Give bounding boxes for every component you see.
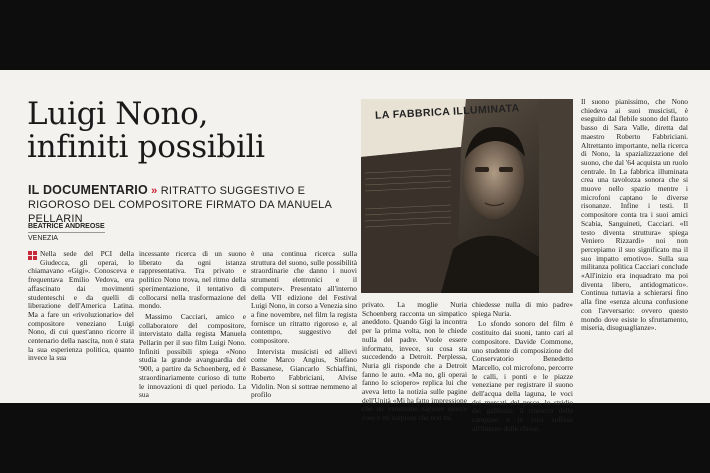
paragraph: incessante ricerca di un suono liberato da ogni istanza rappresentativa. Tra privato e politico Nono trova, nel ritmo della sperimentazione, il tentativo di collocarsi nella trasformazione del mondo.	[139, 249, 246, 311]
title-line-2: infiniti possibili	[27, 129, 265, 165]
paragraph: Massimo Cacciari, amico e collaboratore del compositore, intervistato dalla regista Manuela Pellarin per il suo film Luigi Nono. Infiniti possibili spiega «Nono studia la grande avanguardia del '900, a partire da Schoenberg, ed è straordinariamente curioso di tutte le innovazioni di quel periodo. La sua	[139, 311, 246, 400]
newspaper-page	[0, 70, 710, 433]
paragraph: è una continua ricerca sulla struttura del suono, sulle possibilità straordinarie che danno i nuovi strumenti elettronici e il computer». Presentato all'interno della VII edizione del Festival Luigi Nono, in corso a Venezia sino a fine novembre, nel film la regista fornisce un ritratto rigoroso e, al contempo, suggestivo del compositore.	[251, 249, 357, 346]
kicker-arrow: »	[151, 185, 158, 197]
photo-caption: LA FABBRICA ILLUMINATA	[374, 102, 520, 122]
paragraph: Nella sede del PCI della Giudecca, gli operai, lo chiamavano «Gigi». Conosceva e frequentava Emilio Vedova, era affascinato dai movimenti studenteschi e da quelli di liberazione dell'America Latina. Ma a fare un «rivoluzionario» del compositore veneziano Luigi Nono, di cui quest'anno ricorre il centenario della nascita, non è stata la sua esperienza politica, quanto invece la sua	[28, 249, 134, 363]
column-3	[251, 250, 357, 402]
paragraph: Intervista musicisti ed allievi come Marco Angius, Stefano Bassanese, Giancarlo Schiaffini, Roberto Fabbriciani, Alvise Vidolin. Non si sottrae nemmeno al profilo	[251, 346, 357, 400]
article-kicker	[28, 183, 348, 226]
paragraph: chiedesse nulla di mio padre» spiega Nuria.	[472, 300, 573, 318]
column-1	[28, 250, 134, 365]
byline	[28, 222, 105, 243]
article-photo	[361, 99, 573, 293]
kicker-text: RITRATTO SUGGESTIVO E RIGOROSO DEL COMPOSITORE FIRMATO DA MANUELA PELLARIN	[28, 185, 332, 225]
photo-illustration	[361, 99, 573, 293]
column-5	[472, 301, 573, 436]
article-title	[27, 98, 327, 164]
author-name: BEATRICE ANDREOSE	[28, 222, 105, 233]
title-line-1: Luigi Nono,	[27, 96, 209, 132]
kicker-keyword: IL DOCUMENTARIO	[28, 183, 148, 197]
column-4	[362, 301, 467, 425]
lead-square-icon	[28, 251, 38, 261]
dateline-place: VENEZIA	[28, 235, 58, 242]
paragraph: Il suono pianissimo, che Nono chiedeva ai suoi musicisti, è eseguito dal flebile suono del flauto basso di Sara Valle, diretta dal maestro Roberto Fabbriciani. Altrettanto importante, nella ricerca di Nono, la spazializzazione del suono, che dal '64 acquista un ruolo centrale. In La fabbrica illuminata crea una tavolozza sonora che si muove nello spazio mentre i microfoni captano le diverse risonanze. Infine i testi. Il compositore conta tra i suoi amici Scabia, Sanguineti, Cacciari. «Il testo diventa struttura» spiega Veniero Rizzardi» noi non percepiamo il suo significato ma il suo impatto emotivo». Sulla sua militanza politica Cacciari conclude «All'inizio era inquadrato ma poi diventa libero, antidogmatico». Continua tuttavia a schierarsi fino alla fine «senza alcuna confusione con l'avversario: ovvero questo mondo dove esiste lo sfruttamento, miseria, disuguaglianze».	[581, 97, 688, 333]
column-2	[139, 250, 246, 402]
paragraph: privato. La moglie Nuria Schoenberg racconta un simpatico aneddoto. Quando Gigi la incontra per la prima volta, non le chiede nulla del padre. Vuole essere informato, invece, su cosa sta succedendo a Detroit. Perplessa, Nuria gli risponde che a Detroit fanno le auto. «Ma no, gli operai fanno lo sciopero» replica lui che aveva letto la notizia sulle pagine dell'Unità «Mi ha fatto impressione che un veneziano sapesse queste cose e mi sorprese che non mi	[362, 300, 467, 423]
paragraph: Lo sfondo sonoro del film è costituito dai suoni, tanto cari al compositore. Davide Commone, uno studente di composizione del Conservatorio Benedetto Marcello, col microfono, percorre le calli, i ponti e le piazze veneziane per registrare il suono dell'acqua della laguna, le voci dei mercati del pesce, lo stridio dei gabbiani, il rintocco delle campane e le voci soffuse all'interno delle chiese.	[472, 319, 573, 433]
column-6	[581, 98, 688, 335]
